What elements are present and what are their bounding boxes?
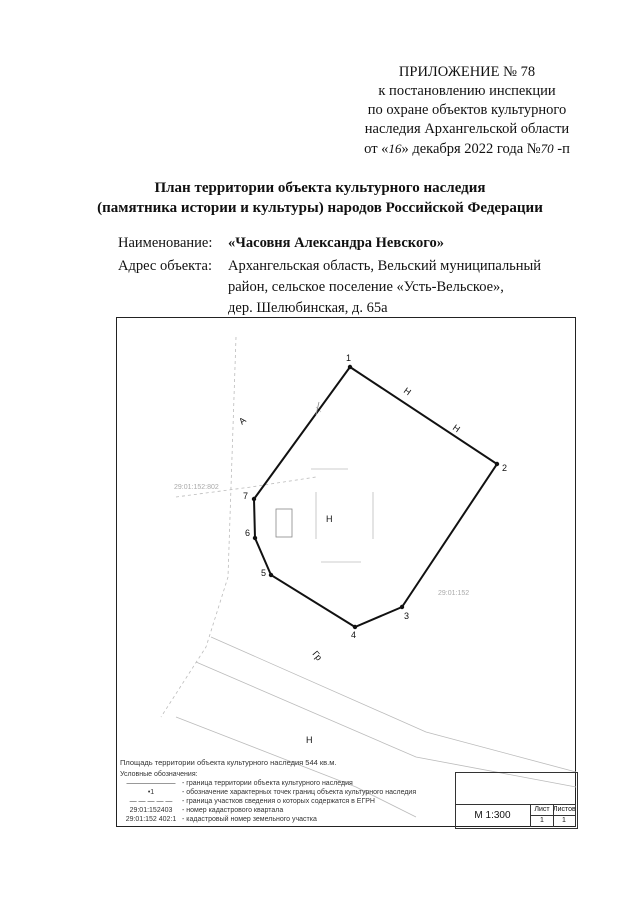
title-line1: План территории объекта культурного наследия: [154, 180, 486, 196]
date-prefix: от «: [364, 141, 389, 157]
sheet-label: Лист: [530, 804, 554, 815]
appendix-block: [352, 63, 582, 159]
address-label: Адрес объекта:: [118, 258, 212, 274]
appendix-line2: по охране объектов культурного: [367, 102, 567, 118]
cadastral-lines: [161, 337, 576, 817]
point-1: [348, 365, 352, 369]
area-note: Площадь территории объекта культурного наследия 544 кв.м.: [120, 758, 337, 767]
document-title: [0, 178, 640, 218]
plan-frame: [117, 318, 576, 827]
date-number: 70: [540, 141, 554, 156]
date-suffix: -п: [553, 141, 570, 157]
name-label: Наименование:: [118, 235, 213, 251]
label-h2: Н: [450, 422, 462, 435]
scale-cell: М 1:300: [455, 804, 531, 827]
legend-item: [120, 816, 455, 825]
title-line2: (памятника истории и культуры) народов Российской Федерации: [97, 200, 543, 216]
address-line2: район, сельское поселение «Усть-Вельское»,: [228, 279, 504, 295]
label-h-center: Н: [326, 514, 333, 524]
legend-symbol: 29:01:152 402:1: [125, 816, 177, 823]
point-label-6: 6: [245, 528, 251, 538]
point-7: [252, 497, 256, 501]
label-h1: Н: [401, 385, 413, 398]
legend-list: [120, 780, 455, 825]
point-label-3: 3: [404, 611, 410, 621]
legend-header: Условные обозначения:: [120, 771, 198, 778]
date-day: 16: [388, 141, 402, 156]
kadastr-label-1: 29:01:152:802: [174, 484, 219, 491]
legend-item: [120, 798, 455, 807]
legend-item: [120, 789, 455, 798]
point-label-2: 2: [502, 463, 508, 473]
legend-item: [120, 780, 455, 789]
address-line3: дер. Шелюбинская, д. 65а: [228, 300, 388, 316]
legend-text: - номер кадастрового квартала: [182, 807, 284, 814]
legend-symbol: 29:01:152403: [129, 807, 173, 814]
point-2: [495, 462, 499, 466]
sheet-number: 1: [530, 815, 554, 827]
label-h-bottom: Н: [306, 735, 313, 745]
legend-symbol: ———————: [126, 780, 176, 787]
appendix-line1: к постановлению инспекции: [378, 83, 556, 99]
point-4: [353, 625, 357, 629]
point-label-7: 7: [243, 491, 249, 501]
legend-text: - обозначение характерных точек границ объекта культурного наследия: [182, 789, 417, 796]
point-label-1: 1: [346, 353, 352, 363]
point-label-5: 5: [261, 568, 267, 578]
sheets-label: Листов: [553, 806, 576, 813]
kadastr-label-2: 29:01:152: [438, 590, 470, 597]
point-3: [400, 605, 404, 609]
point-5: [269, 573, 273, 577]
sheets-total: 1: [553, 815, 576, 827]
appendix-date: [352, 139, 582, 159]
legend-symbol: — — — — —: [129, 798, 173, 805]
point-label-4: 4: [351, 630, 357, 640]
label-a: А: [236, 415, 248, 427]
legend-text: - граница территории объекта культурного наследия: [182, 780, 353, 787]
legend-text: - кадастровый номер земельного участка: [182, 816, 317, 823]
name-value: «Часовня Александра Невского»: [228, 235, 444, 251]
territory-plan: [116, 317, 576, 827]
territory-boundary: [254, 367, 497, 627]
appendix-title: ПРИЛОЖЕНИЕ № 78: [398, 64, 536, 80]
date-mid: » декабря 2022 года №: [401, 141, 541, 157]
legend-item: [120, 807, 455, 816]
point-6: [253, 536, 257, 540]
legend-symbol: •1: [147, 789, 155, 796]
chapel-outline: [276, 509, 292, 537]
appendix-line3: наследия Архангельской области: [364, 121, 570, 137]
label-gr: Гр: [310, 648, 325, 663]
legend-text: - граница участков сведения о которых содержатся в ЕГРН: [182, 798, 375, 805]
address-line1: Архангельская область, Вельский муниципальный: [228, 258, 542, 274]
